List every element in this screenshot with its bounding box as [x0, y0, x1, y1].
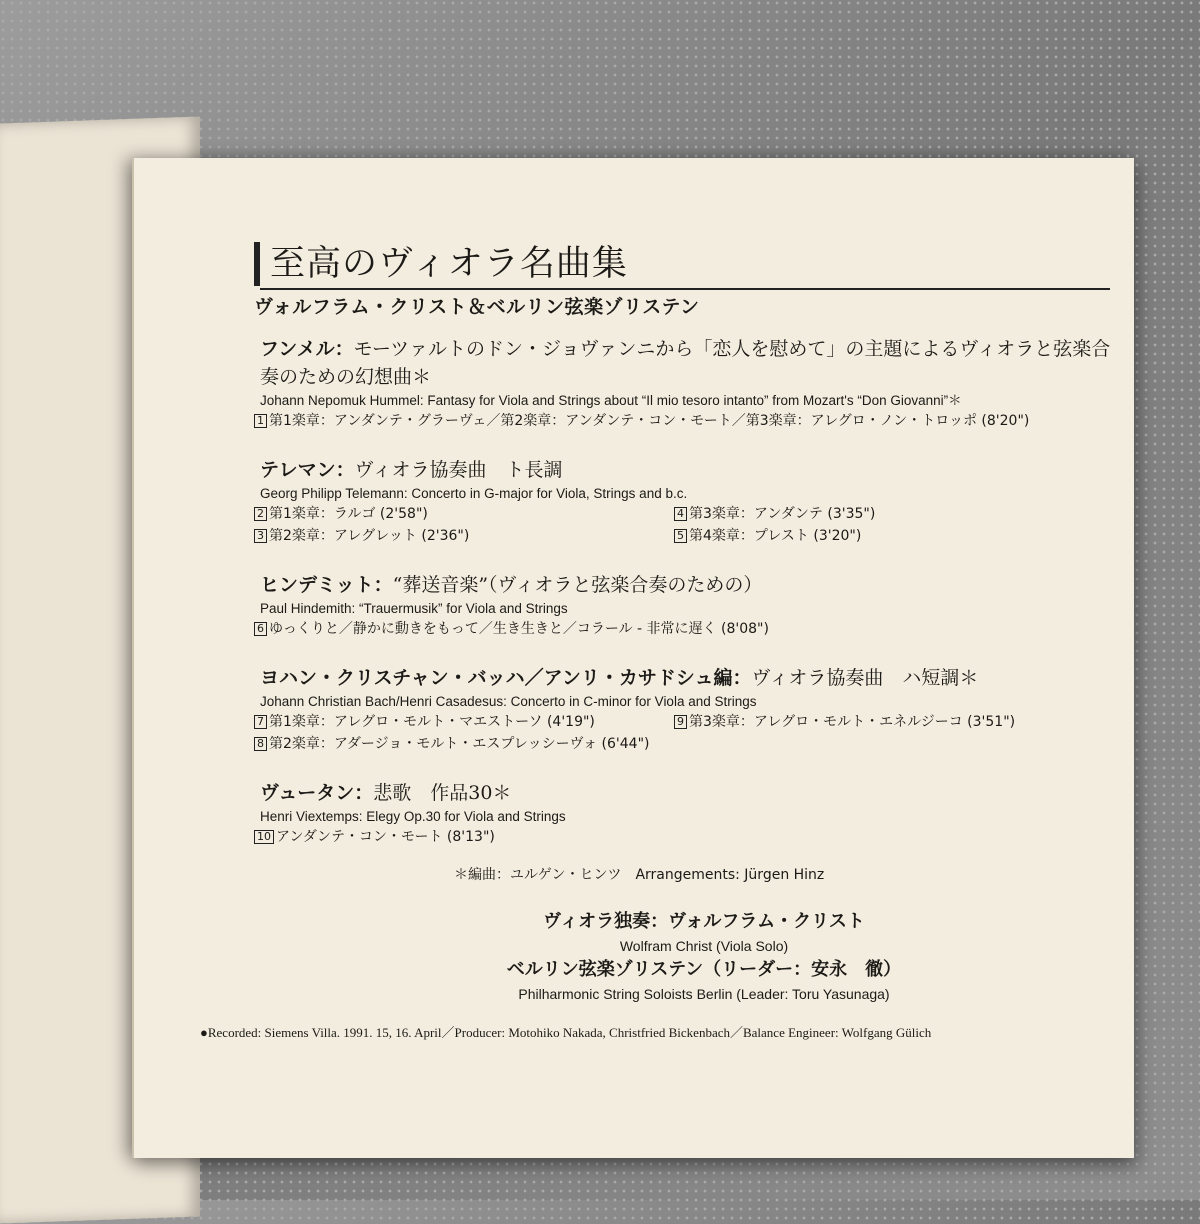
work-telemann [254, 456, 1114, 547]
movement-line: 10 アンダンテ・コン・モート (8'13") [254, 826, 1114, 848]
work-title-en: Johann Christian Bach/Henri Casadesus: Concerto in C-minor for Viola and Strings [260, 694, 757, 709]
ensemble-en: Philharmonic String Soloists Berlin (Leader: Toru Yasunaga) [518, 986, 890, 1002]
movement-line: 4 第3楽章：アンダンテ (3'35") [674, 503, 1094, 525]
movement-line: 8 第2楽章：アダージョ・モルト・エスプレッシーヴォ (6'44") [254, 733, 674, 755]
work-hummel [254, 335, 1114, 432]
work-title-jp: ヨハン・クリスチャン・バッハ／アンリ・カサドシュ編：ヴィオラ協奏曲 ハ短調＊ [260, 667, 979, 689]
title-block [254, 242, 1114, 286]
movement-line: 2 第1楽章：ラルゴ (2'58") [254, 503, 674, 525]
work-title-en: Paul Hindemith: “Trauermusik” for Viola and Strings [260, 601, 568, 616]
arrangements-note: ＊編曲：ユルゲン・ヒンツ Arrangements: Jürgen Hinz [454, 867, 825, 883]
album-subtitle: ヴォルフラム・クリスト＆ベルリン弦楽ゾリステン [254, 296, 700, 318]
work-title-jp: ヴュータン：悲歌 作品30＊ [260, 782, 512, 804]
work-title-jp: テレマン：ヴィオラ協奏曲 ト長調 [260, 459, 563, 481]
tracklist [254, 242, 1114, 1004]
soloist-jp: ヴィオラ独奏：ヴォルフラム・クリスト [543, 911, 865, 932]
work-title-jp: フンメル：モーツァルトのドン・ジョヴァンニから「恋人を慰めて」の主題によるヴィオラと弦楽合奏のための幻想曲＊ [260, 338, 1111, 388]
movement-line: 5 第4楽章：プレスト (3'20") [674, 525, 1094, 547]
soloist-en: Wolfram Christ (Viola Solo) [619, 938, 789, 954]
work-title-jp: ヒンデミット：“葬送音楽”（ヴィオラと弦楽合奏のための） [260, 574, 763, 596]
work-hindemith [254, 571, 1114, 640]
movement-line: 6 ゆっくりと／静かに動きをもって／生き生きと／コラール - 非常に遅く (8'08") [254, 618, 1114, 640]
work-jc-bach [254, 664, 1114, 755]
movement-line: 7 第1楽章：アレグロ・モルト・マエストーソ (4'19") [254, 711, 674, 733]
work-title-en: Georg Philipp Telemann: Concerto in G-major for Viola, Strings and b.c. [260, 486, 688, 501]
ensemble-jp: ベルリン弦楽ゾリステン（リーダー：安永 徹） [506, 959, 902, 980]
work-title-en: Johann Nepomuk Hummel: Fantasy for Viola and Strings about “Il mio tesoro intanto” from Mozart's “Don Giovanni”＊ [260, 393, 962, 408]
movement-grid [254, 711, 1114, 755]
work-title-en: Henri Viextemps: Elegy Op.30 for Viola and Strings [260, 809, 566, 824]
recording-info: ●Recorded: Siemens Villa. 1991. 15, 16. April／Producer: Motohiko Nakada, Christfried Bickenbach／Balance Engineer: Wolfgang Gülich [200, 1025, 932, 1040]
movement-line: 3 第2楽章：アレグレット (2'36") [254, 525, 674, 547]
performer-credits [254, 908, 1114, 1004]
album-title: 至高のヴィオラ名曲集 [270, 244, 628, 284]
movement-line: 1 第1楽章：アンダンテ・グラーヴェ／第2楽章：アンダンテ・コン・モート／第3楽章：アレグロ・ノン・トロッポ (8'20") [254, 410, 1114, 432]
movement-line: 9 第3楽章：アレグロ・モルト・エネルジーコ (3'51") [674, 711, 1094, 733]
movement-grid [254, 503, 1114, 547]
work-vieuxtemps [254, 779, 1114, 848]
title-rule [260, 288, 1110, 290]
